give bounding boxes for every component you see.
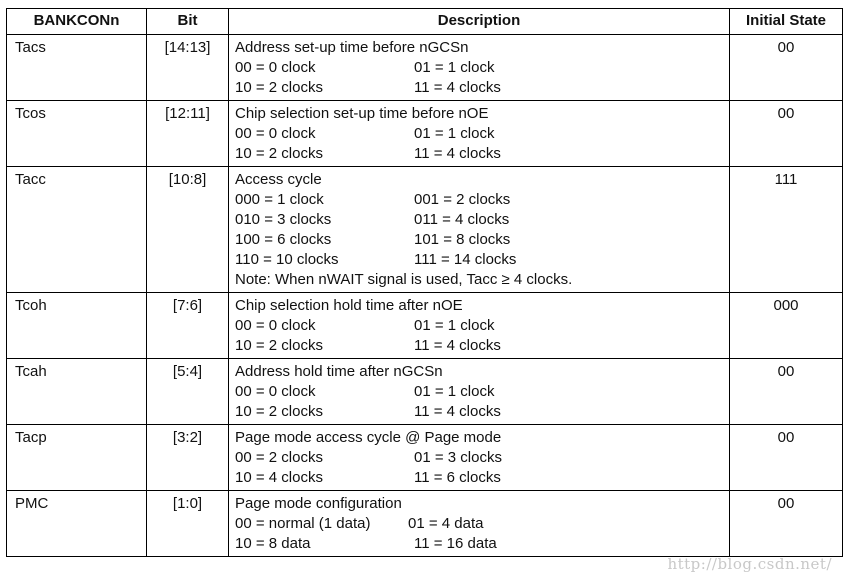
description-title: Address hold time after nGCSn bbox=[235, 363, 443, 380]
field-name: Tcos bbox=[7, 101, 147, 167]
option-value: 01 = 4 data bbox=[408, 515, 484, 532]
option-value: 10 = 4 clocks bbox=[235, 469, 323, 486]
header-row bbox=[7, 9, 843, 35]
option-value: 10 = 8 data bbox=[235, 535, 311, 552]
field-description bbox=[229, 425, 730, 491]
description-title: Page mode access cycle @ Page mode bbox=[235, 429, 502, 446]
header-name: BANKCONn bbox=[7, 9, 147, 35]
option-value: 00 = 0 clock bbox=[235, 383, 316, 400]
description-note: Note: When nWAIT signal is used, Tacc ≥ 4 clocks. bbox=[235, 271, 573, 288]
option-value: 11 = 16 data bbox=[414, 535, 497, 552]
table-row bbox=[7, 167, 843, 293]
table-row bbox=[7, 101, 843, 167]
option-value: 00 = 2 clocks bbox=[235, 449, 323, 466]
initial-state: 00 bbox=[730, 101, 843, 167]
field-name: Tacc bbox=[7, 167, 147, 293]
option-value: 11 = 4 clocks bbox=[414, 337, 501, 354]
table-row bbox=[7, 35, 843, 101]
field-name: PMC bbox=[7, 491, 147, 557]
bankcon-register-table bbox=[6, 8, 843, 557]
field-name: Tcah bbox=[7, 359, 147, 425]
option-value: 00 = normal (1 data) bbox=[235, 515, 371, 532]
description-title: Chip selection set-up time before nOE bbox=[235, 105, 489, 122]
option-value: 001 = 2 clocks bbox=[414, 191, 511, 208]
option-value: 010 = 3 clocks bbox=[235, 211, 332, 228]
table-row bbox=[7, 359, 843, 425]
option-value: 110 = 10 clocks bbox=[235, 251, 339, 268]
field-name: Tacs bbox=[7, 35, 147, 101]
option-value: 11 = 4 clocks bbox=[414, 403, 501, 420]
option-value: 011 = 4 clocks bbox=[414, 211, 510, 228]
field-description bbox=[229, 35, 730, 101]
field-description bbox=[229, 101, 730, 167]
initial-state: 00 bbox=[730, 35, 843, 101]
option-value: 00 = 0 clock bbox=[235, 125, 316, 142]
option-value: 11 = 4 clocks bbox=[414, 79, 501, 96]
initial-state: 00 bbox=[730, 425, 843, 491]
initial-state: 000 bbox=[730, 293, 843, 359]
bit-range: [12:11] bbox=[147, 101, 229, 167]
field-name: Tcoh bbox=[7, 293, 147, 359]
option-value: 01 = 1 clock bbox=[414, 317, 495, 334]
option-value: 100 = 6 clocks bbox=[235, 231, 332, 248]
option-value: 11 = 6 clocks bbox=[414, 469, 501, 486]
table-row bbox=[7, 491, 843, 557]
bit-range: [14:13] bbox=[147, 35, 229, 101]
option-value: 101 = 8 clocks bbox=[414, 231, 511, 248]
header-initial-state: Initial State bbox=[730, 9, 843, 35]
description-title: Access cycle bbox=[235, 171, 322, 188]
field-description bbox=[229, 167, 730, 293]
bit-range: [1:0] bbox=[147, 491, 229, 557]
option-value: 01 = 1 clock bbox=[414, 59, 495, 76]
option-value: 00 = 0 clock bbox=[235, 317, 316, 334]
field-description bbox=[229, 359, 730, 425]
initial-state: 00 bbox=[730, 491, 843, 557]
option-value: 10 = 2 clocks bbox=[235, 403, 323, 420]
description-title: Address set-up time before nGCSn bbox=[235, 39, 469, 56]
option-value: 00 = 0 clock bbox=[235, 59, 316, 76]
table-row bbox=[7, 293, 843, 359]
initial-state: 111 bbox=[730, 167, 843, 293]
option-value: 01 = 1 clock bbox=[414, 383, 495, 400]
description-title: Page mode configuration bbox=[235, 495, 402, 512]
option-value: 01 = 3 clocks bbox=[414, 449, 502, 466]
option-value: 000 = 1 clock bbox=[235, 191, 324, 208]
bit-range: [3:2] bbox=[147, 425, 229, 491]
option-value: 111 = 14 clocks bbox=[414, 251, 517, 268]
field-description bbox=[229, 293, 730, 359]
field-description bbox=[229, 491, 730, 557]
option-value: 11 = 4 clocks bbox=[414, 145, 501, 162]
option-value: 10 = 2 clocks bbox=[235, 79, 323, 96]
bit-range: [7:6] bbox=[147, 293, 229, 359]
description-title: Chip selection hold time after nOE bbox=[235, 297, 463, 314]
option-value: 10 = 2 clocks bbox=[235, 337, 323, 354]
option-value: 01 = 1 clock bbox=[414, 125, 495, 142]
initial-state: 00 bbox=[730, 359, 843, 425]
bit-range: [5:4] bbox=[147, 359, 229, 425]
watermark: http://blog.csdn.net/ bbox=[667, 555, 832, 573]
header-description: Description bbox=[229, 9, 730, 35]
bit-range: [10:8] bbox=[147, 167, 229, 293]
header-bit: Bit bbox=[147, 9, 229, 35]
table-row bbox=[7, 425, 843, 491]
field-name: Tacp bbox=[7, 425, 147, 491]
option-value: 10 = 2 clocks bbox=[235, 145, 323, 162]
